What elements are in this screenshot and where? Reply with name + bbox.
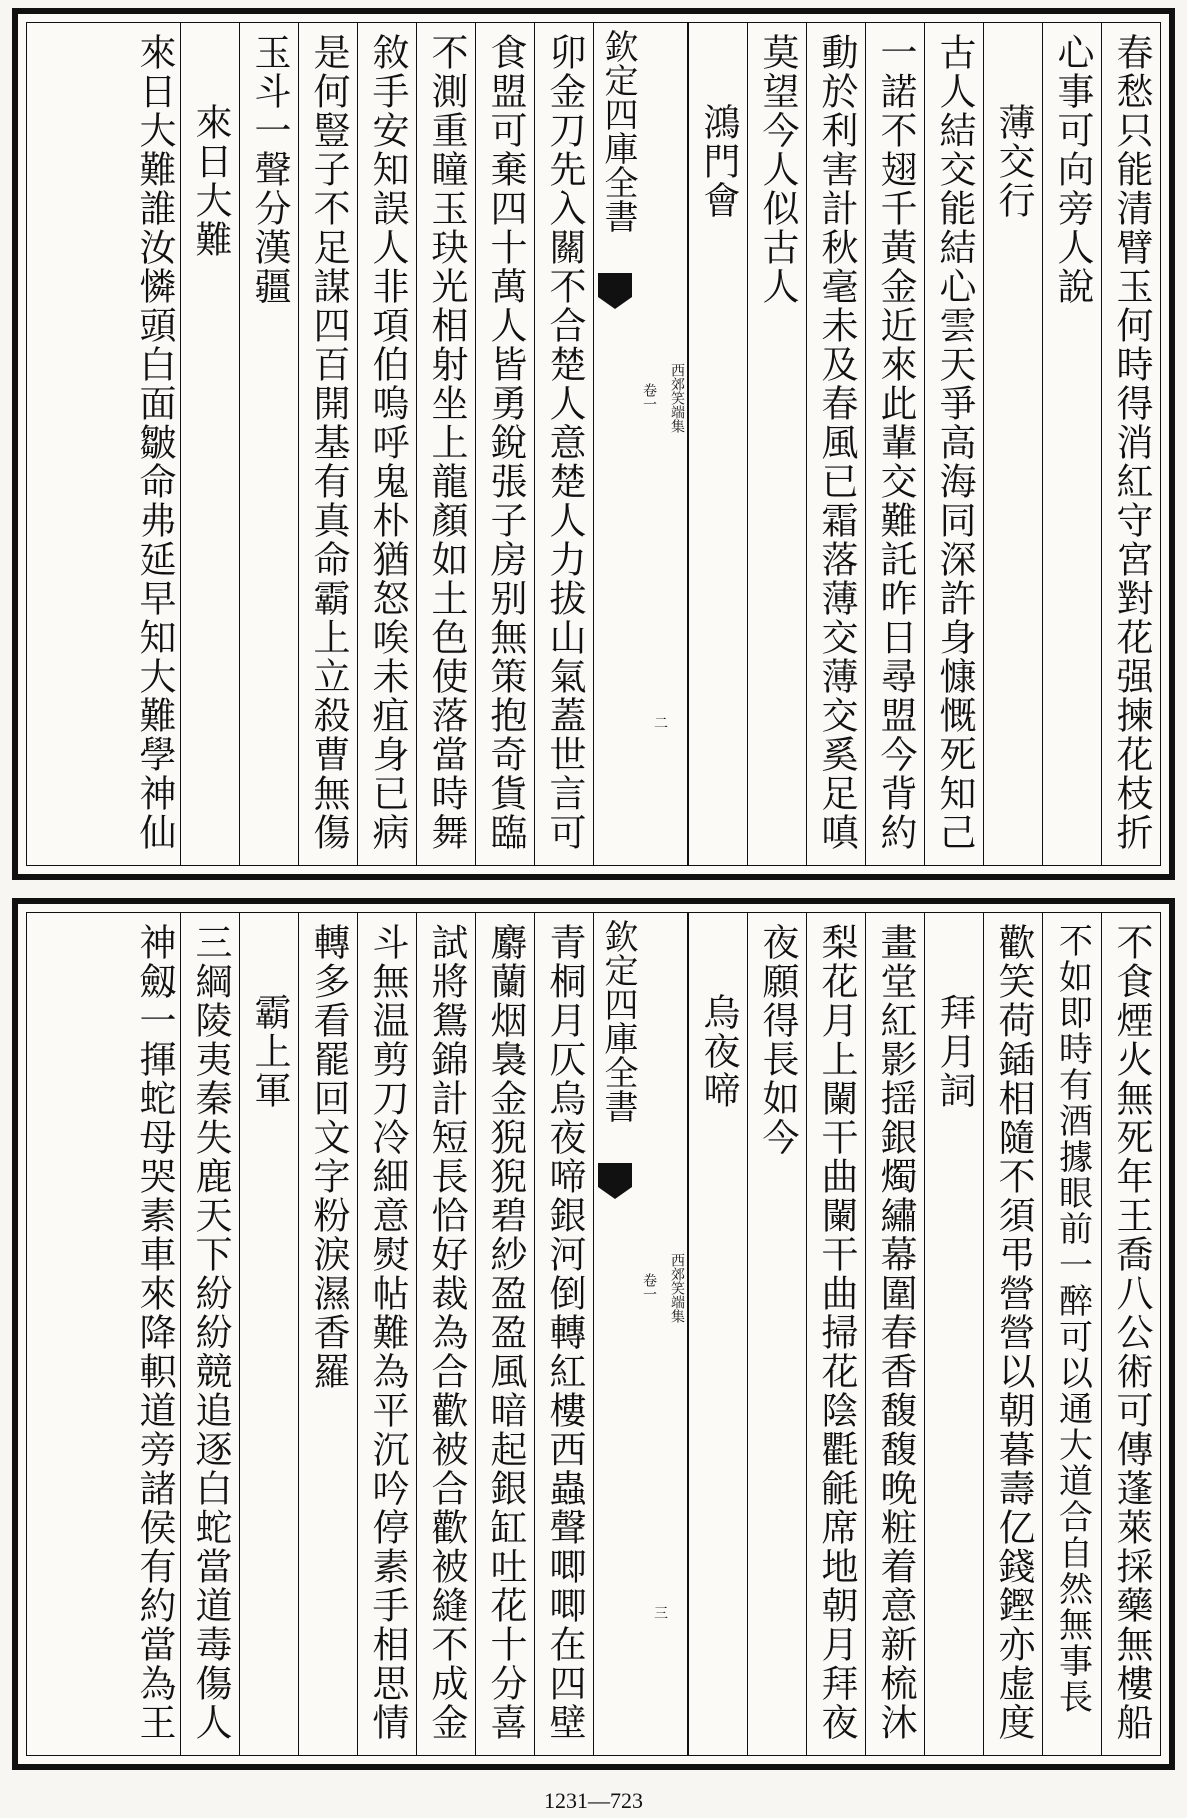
text-column [1042, 23, 1101, 865]
lower-page [12, 898, 1175, 1770]
book-title: 西郊笑端集 [669, 363, 685, 433]
text-column [27, 913, 180, 1755]
collection-title: 欽定四庫全書 [598, 919, 638, 1123]
column-text: 青桐月仄烏夜啼銀河倒轉紅樓西蟲聲唧唧在四壁 [543, 923, 586, 1742]
column-text: 斗無温剪刀冷細意熨帖難為平沉吟停素手相思情 [366, 923, 409, 1742]
text-column [1101, 913, 1160, 1755]
volume-label: 卷一 [641, 1273, 657, 1301]
book-title: 西郊笑端集 [669, 1253, 685, 1323]
fishtail-mark [598, 273, 632, 297]
text-column [865, 913, 924, 1755]
column-text: 不食煙火無死年王喬八公術可傳蓬萊採藥無樓船 [1110, 923, 1153, 1742]
upper-page [12, 8, 1175, 880]
column-text: 春愁只能清臂玉何時得消紅守宮對花强揀花枝折 [1110, 33, 1153, 852]
column-text: 卯金刀先入關不合楚人意楚人力拔山氣蓋世言可 [543, 33, 586, 852]
poem-title: 薄交行 [992, 103, 1035, 220]
column-text: 動於利害計秋毫未及春風已霜落薄交薄交奚足嗔 [815, 33, 858, 852]
text-column [475, 23, 534, 865]
column-text: 不如即時有酒據眼前一醉可以通大道合自然無事長 [1052, 923, 1093, 1715]
text-column [27, 23, 180, 865]
text-column [298, 23, 357, 865]
column-text: 是何豎子不足謀四百開基有真命霸上立殺曹無傷 [307, 33, 350, 852]
text-column [534, 913, 593, 1755]
column-text: 畫堂紅影揺銀燭繡幕圍春香馥馥晚粧着意新梳沐 [874, 923, 917, 1742]
column-text: 麝蘭烟裊金猊猊碧紗盈盈風暗起銀缸吐花十分喜 [484, 923, 527, 1742]
column-text: 三綱陵夷秦失鹿天下紛紛競追逐白蛇當道毒傷人 [189, 923, 232, 1742]
text-column [416, 913, 475, 1755]
fishtail-mark [598, 1163, 632, 1187]
poem-title: 霸上軍 [248, 993, 291, 1110]
poem-title-column [924, 913, 983, 1755]
poem-title: 來日大難 [189, 103, 232, 259]
text-column [806, 913, 865, 1755]
text-column [357, 913, 416, 1755]
text-column [180, 913, 239, 1755]
column-text: 一諾不翅千黃金近來此輩交難託昨日尋盟今背約 [874, 33, 917, 852]
text-column [1101, 23, 1160, 865]
folio-number: 二 [654, 716, 668, 732]
text-column [416, 23, 475, 865]
column-text: 試將鴛錦計短長恰好裁為合歡被合歡被縫不成金 [425, 923, 468, 1742]
column-text: 莫望今人似古人 [756, 33, 799, 306]
text-column [924, 23, 983, 865]
poem-title-column [688, 23, 747, 865]
text-column [357, 23, 416, 865]
poem-title: 烏夜啼 [697, 993, 740, 1110]
center-fold [593, 23, 688, 865]
text-column [747, 913, 806, 1755]
folio-number: 三 [654, 1606, 668, 1622]
poem-title-column [688, 913, 747, 1755]
poem-title: 拜月詞 [933, 993, 976, 1110]
poem-title-column [180, 23, 239, 865]
column-text: 歡笑荷鍤相隨不須弔營營以朝暮壽亿錢鏗亦虚度 [992, 923, 1035, 1742]
column-text: 不測重瞳玉玦光相射坐上龍顏如土色使落當時舞 [425, 33, 468, 852]
text-column [865, 23, 924, 865]
collection-title: 欽定四庫全書 [598, 29, 638, 233]
volume-label: 卷一 [641, 383, 657, 411]
upper-page-frame [26, 22, 1161, 866]
text-column [983, 913, 1042, 1755]
column-text: 敘手安知誤人非項伯嗚呼鬼朴猶怒唉未疽身已病 [366, 33, 409, 852]
text-column [1042, 913, 1101, 1755]
column-text: 玉斗一聲分漢疆 [248, 33, 291, 306]
column-text: 古人結交能結心雲天爭高海同深許身慷慨死知己 [933, 33, 976, 852]
poem-title-column [983, 23, 1042, 865]
page-reference-number: 1231—723 [544, 1788, 643, 1813]
text-column [747, 23, 806, 865]
text-column [534, 23, 593, 865]
text-column [806, 23, 865, 865]
center-fold [593, 913, 688, 1755]
column-text: 神劔一揮蛇母哭素車來降軹道旁諸侯有約當為王 [133, 923, 176, 1742]
column-text: 來日大難誰汝憐頭白面皺命弗延早知大難學神仙 [133, 33, 176, 852]
column-text: 食盟可棄四十萬人皆勇銳張子房别無策抱奇貨臨 [484, 33, 527, 852]
column-text: 轉多看罷回文字粉淚濕香羅 [307, 923, 350, 1391]
poem-title: 鴻門會 [697, 103, 740, 220]
poem-title-column [239, 913, 298, 1755]
lower-page-frame [26, 912, 1161, 1756]
column-text: 心事可向旁人說 [1051, 33, 1094, 306]
column-text: 夜願得長如今 [756, 923, 799, 1157]
text-column [239, 23, 298, 865]
text-column [298, 913, 357, 1755]
column-text: 梨花月上闌干曲闌干曲掃花陰氍毹席地朝月拜夜 [815, 923, 858, 1742]
text-column [475, 913, 534, 1755]
